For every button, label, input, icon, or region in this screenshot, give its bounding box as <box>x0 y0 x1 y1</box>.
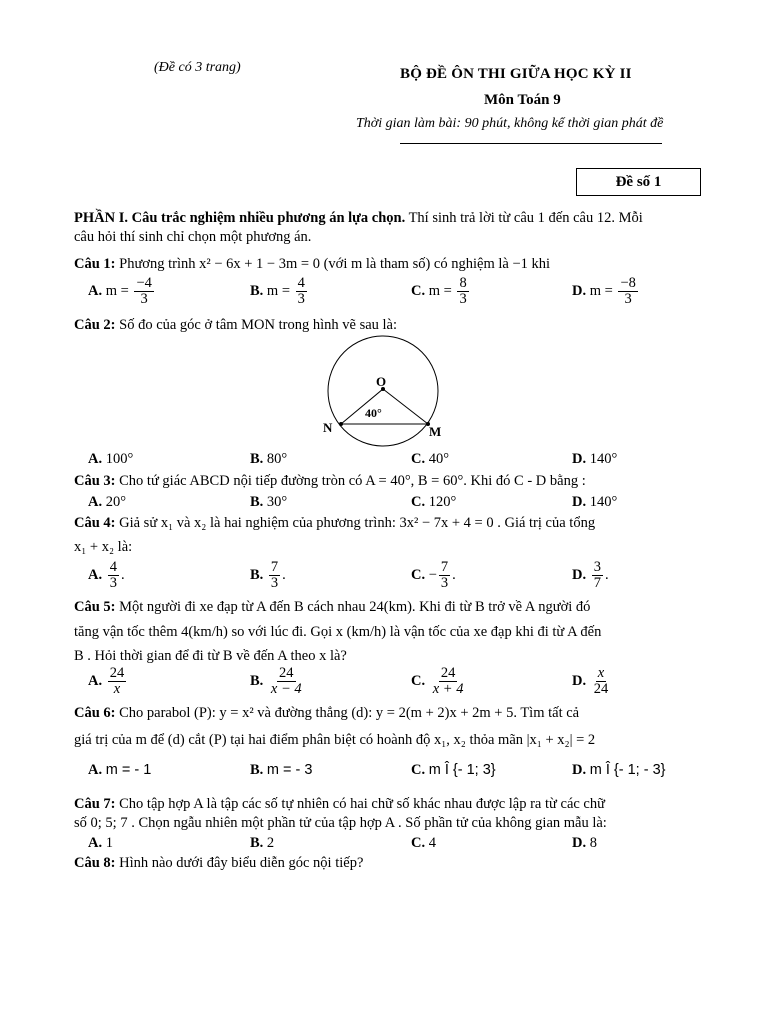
q2-option-a[interactable] <box>88 451 133 468</box>
question-6 <box>74 705 579 722</box>
option-label: D. <box>572 494 587 510</box>
option-label: A. <box>88 283 103 300</box>
option-label: C. <box>411 451 426 467</box>
option-label: B. <box>250 283 264 300</box>
option-value: m = - 1 <box>105 762 152 778</box>
radius-om <box>383 389 428 424</box>
q3-option-d[interactable] <box>572 494 617 511</box>
q4-label: Câu 4: <box>74 515 116 531</box>
option-prefix: m = <box>428 283 452 300</box>
option-fraction <box>457 276 468 307</box>
option-value: 30° <box>266 494 288 510</box>
q1-option-b[interactable] <box>250 276 309 307</box>
q5-text-2: tăng vận tốc thêm 4(km/h) so với lúc đi. Gọi x (km/h) là vận tốc của xe đạp khi đi từ A đến <box>74 624 602 640</box>
fraction-denominator: 3 <box>624 291 632 308</box>
q1-text-a: Phương trình <box>115 256 200 272</box>
option-value: 80° <box>266 451 288 467</box>
option-label: B. <box>250 762 264 778</box>
option-value: m Î {- 1; - 3} <box>589 762 666 778</box>
label-m: M <box>429 424 442 439</box>
option-label: A. <box>88 762 103 778</box>
label-o: O <box>376 374 387 389</box>
option-label: B. <box>250 451 264 467</box>
option-value: 4 <box>428 835 436 851</box>
q4-text: Giả sử x₁ và x₂ là hai nghiệm của phương trình: 3x² − 7x + 4 = 0 . Giá trị của tổng <box>115 515 596 531</box>
q5-option-c[interactable] <box>411 666 467 697</box>
question-3 <box>74 473 586 490</box>
option-label: A. <box>88 673 103 690</box>
question-5 <box>74 599 590 616</box>
fraction-denominator: x + 4 <box>432 681 464 698</box>
fraction-denominator: x − 4 <box>270 681 302 698</box>
option-label: D. <box>572 567 587 584</box>
q1-equation: x² − 6x + 1 − 3m = 0 <box>199 256 320 272</box>
fraction-denominator: 3 <box>109 575 117 592</box>
q3-option-a[interactable] <box>88 494 126 511</box>
option-fraction <box>592 666 611 697</box>
option-fraction <box>431 666 466 697</box>
option-prefix: − <box>428 567 437 584</box>
fraction-numerator: x <box>597 665 605 681</box>
option-label: C. <box>411 567 426 584</box>
option-label: B. <box>250 494 264 510</box>
fraction-denominator: 3 <box>140 291 148 308</box>
option-value: 20° <box>105 494 127 510</box>
q7-text-2: số 0; 5; 7 . Chọn ngẫu nhiên một phần tử của tập hợp A . Số phần tử của không gian mẫu là: <box>74 815 607 831</box>
option-value: 100° <box>105 451 134 467</box>
option-label: A. <box>88 451 103 467</box>
fraction-numerator: 4 <box>297 275 305 291</box>
option-value: 140° <box>589 451 618 467</box>
option-label: C. <box>411 494 426 510</box>
q1-label: Câu 1: <box>74 256 116 272</box>
q4-option-d[interactable]: D. $\frac{3}{7}$ . <box>572 559 609 592</box>
option-label: C. <box>411 283 426 300</box>
option-fraction <box>296 276 307 307</box>
exam-title: BỘ ĐỀ ÔN THI GIỮA HỌC KỲ II <box>400 66 632 82</box>
option-fraction <box>618 276 637 307</box>
exam-time: Thời gian làm bài: 90 phút, không kể thời gian phát đề <box>356 116 664 131</box>
q1-option-a[interactable] <box>88 276 156 307</box>
option-fraction <box>269 560 280 591</box>
option-label: B. <box>250 567 264 584</box>
fraction-numerator: 4 <box>109 559 117 575</box>
circle-figure <box>315 335 455 447</box>
q7-option-a[interactable] <box>88 835 113 852</box>
option-value: m Î {- 1; 3} <box>428 762 496 778</box>
q2-option-c[interactable] <box>411 451 449 468</box>
q2-option-d[interactable] <box>572 451 617 468</box>
fraction-numerator: 3 <box>593 559 601 575</box>
part1-intro <box>74 210 643 227</box>
option-fraction <box>108 666 127 697</box>
q3-option-b[interactable] <box>250 494 287 511</box>
option-fraction <box>134 276 153 307</box>
part1-title: PHẦN I. Câu trắc nghiệm nhiều phương án lựa chọn. <box>74 210 406 226</box>
option-value: 140° <box>589 494 618 510</box>
option-fraction <box>439 560 450 591</box>
fraction-numerator: 24 <box>440 665 456 681</box>
option-value: 120° <box>428 494 457 510</box>
fraction-numerator: −8 <box>620 275 636 291</box>
q5-text-3: B . Hỏi thời gian để đi từ B về đến A theo x là? <box>74 648 347 664</box>
q4-option-c[interactable]: C. − $\frac{7}{3}$ . <box>411 559 456 592</box>
fraction-numerator: 24 <box>279 665 294 681</box>
fraction-numerator: −4 <box>136 275 152 291</box>
option-label: A. <box>88 494 103 510</box>
q3-text: Cho tứ giác ABCD nội tiếp đường tròn có A = 40°, B = 60°. Khi đó C - D bằng : <box>115 473 586 489</box>
option-fraction <box>108 560 119 591</box>
option-prefix: m = <box>589 283 613 300</box>
q1-option-d[interactable] <box>572 276 640 307</box>
q7-text-1: Cho tập hợp A là tập các số tự nhiên có hai chữ số khác nhau được lập ra từ các chữ <box>115 796 605 812</box>
question-4 <box>74 515 595 532</box>
point-n <box>339 422 343 426</box>
q7-option-d[interactable] <box>572 835 597 852</box>
q7-option-b[interactable] <box>250 835 274 852</box>
option-label: D. <box>572 835 587 851</box>
option-label: A. <box>88 567 103 584</box>
q2-option-b[interactable] <box>250 451 287 468</box>
question-7 <box>74 796 605 813</box>
option-value: m = - 3 <box>266 762 313 778</box>
option-value: 1 <box>105 835 113 851</box>
q5-text-1: Một người đi xe đạp từ A đến B cách nhau 24(km). Khi đi từ B trở về A người đó <box>115 599 591 615</box>
option-value: 40° <box>428 451 450 467</box>
option-label: D. <box>572 451 587 467</box>
q4-option-a[interactable]: A. $\frac{4}{3}$ . <box>88 559 125 592</box>
q1-text-b: (với m là tham số) có nghiệm là −1 khi <box>319 256 551 272</box>
q4-text-2: x₁ + x₂ là: <box>74 539 133 555</box>
option-fraction <box>592 560 603 591</box>
option-prefix: m = <box>105 283 129 300</box>
question-2 <box>74 317 397 334</box>
question-1 <box>74 256 550 273</box>
q6-option-b[interactable] <box>250 762 312 779</box>
q6-text-2: giá trị của m để (d) cắt (P) tại hai điểm phân biệt có hoành độ x₁, x₂ thỏa mãn |x₁ + x₂| = 2 <box>74 732 596 748</box>
q5-label: Câu 5: <box>74 599 116 615</box>
option-label: C. <box>411 673 426 690</box>
option-label: D. <box>572 762 587 778</box>
option-label: D. <box>572 673 587 690</box>
q6-option-a[interactable] <box>88 762 151 779</box>
q6-text-1: Cho parabol (P): y = x² và đường thẳng (d): y = 2(m + 2)x + 2m + 5. Tìm tất cả <box>115 705 580 721</box>
fraction-denominator: 3 <box>270 575 279 592</box>
exam-number-box: Đề số 1 <box>576 168 701 196</box>
part1-desc-2: câu hỏi thí sinh chỉ chọn một phương án. <box>74 229 312 245</box>
option-label: A. <box>88 835 103 851</box>
q5-option-b[interactable] <box>250 666 306 697</box>
q6-option-c[interactable] <box>411 762 496 779</box>
q1-option-c[interactable] <box>411 276 471 307</box>
q7-option-c[interactable] <box>411 835 436 852</box>
fraction-numerator: 7 <box>270 559 279 575</box>
option-value: 2 <box>266 835 275 851</box>
option-label: B. <box>250 835 264 851</box>
q2-text: Số đo của góc ở tâm MON trong hình vẽ sau là: <box>115 317 398 333</box>
fraction-numerator: 24 <box>109 665 125 681</box>
q6-option-d[interactable] <box>572 762 665 779</box>
fraction-numerator: 7 <box>440 559 449 575</box>
fraction-denominator: 3 <box>459 291 467 308</box>
option-label: D. <box>572 283 587 300</box>
label-angle: 40° <box>365 406 382 420</box>
q8-text: Hình nào dưới đây biểu diễn góc nội tiếp? <box>115 855 364 871</box>
q2-label: Câu 2: <box>74 317 116 333</box>
option-label: B. <box>250 673 264 690</box>
q3-option-c[interactable] <box>411 494 456 511</box>
q8-label: Câu 8: <box>74 855 116 871</box>
option-value: 8 <box>589 835 597 851</box>
fraction-numerator: 8 <box>459 275 467 291</box>
question-8 <box>74 855 363 872</box>
q5-option-a[interactable] <box>88 666 128 697</box>
option-prefix: m = <box>266 283 291 300</box>
exam-subject: Môn Toán 9 <box>484 92 561 108</box>
q7-label: Câu 7: <box>74 796 116 812</box>
q3-label: Câu 3: <box>74 473 116 489</box>
part1-desc-1: Thí sinh trả lời từ câu 1 đến câu 12. Mỗi <box>405 210 643 226</box>
pages-note: (Đề có 3 trang) <box>154 60 241 75</box>
label-n: N <box>323 420 333 435</box>
option-label: C. <box>411 835 426 851</box>
fraction-denominator: 3 <box>297 291 305 308</box>
fraction-denominator: 7 <box>593 575 601 592</box>
fraction-denominator: 24 <box>593 681 609 698</box>
fraction-denominator: 3 <box>440 575 449 592</box>
q4-option-b[interactable]: B. $\frac{7}{3}$ . <box>250 559 286 592</box>
option-label: C. <box>411 762 426 778</box>
fraction-denominator: x <box>113 681 121 698</box>
q5-option-d[interactable] <box>572 666 612 697</box>
q6-label: Câu 6: <box>74 705 116 721</box>
header-divider <box>400 143 662 144</box>
option-fraction <box>269 666 304 697</box>
